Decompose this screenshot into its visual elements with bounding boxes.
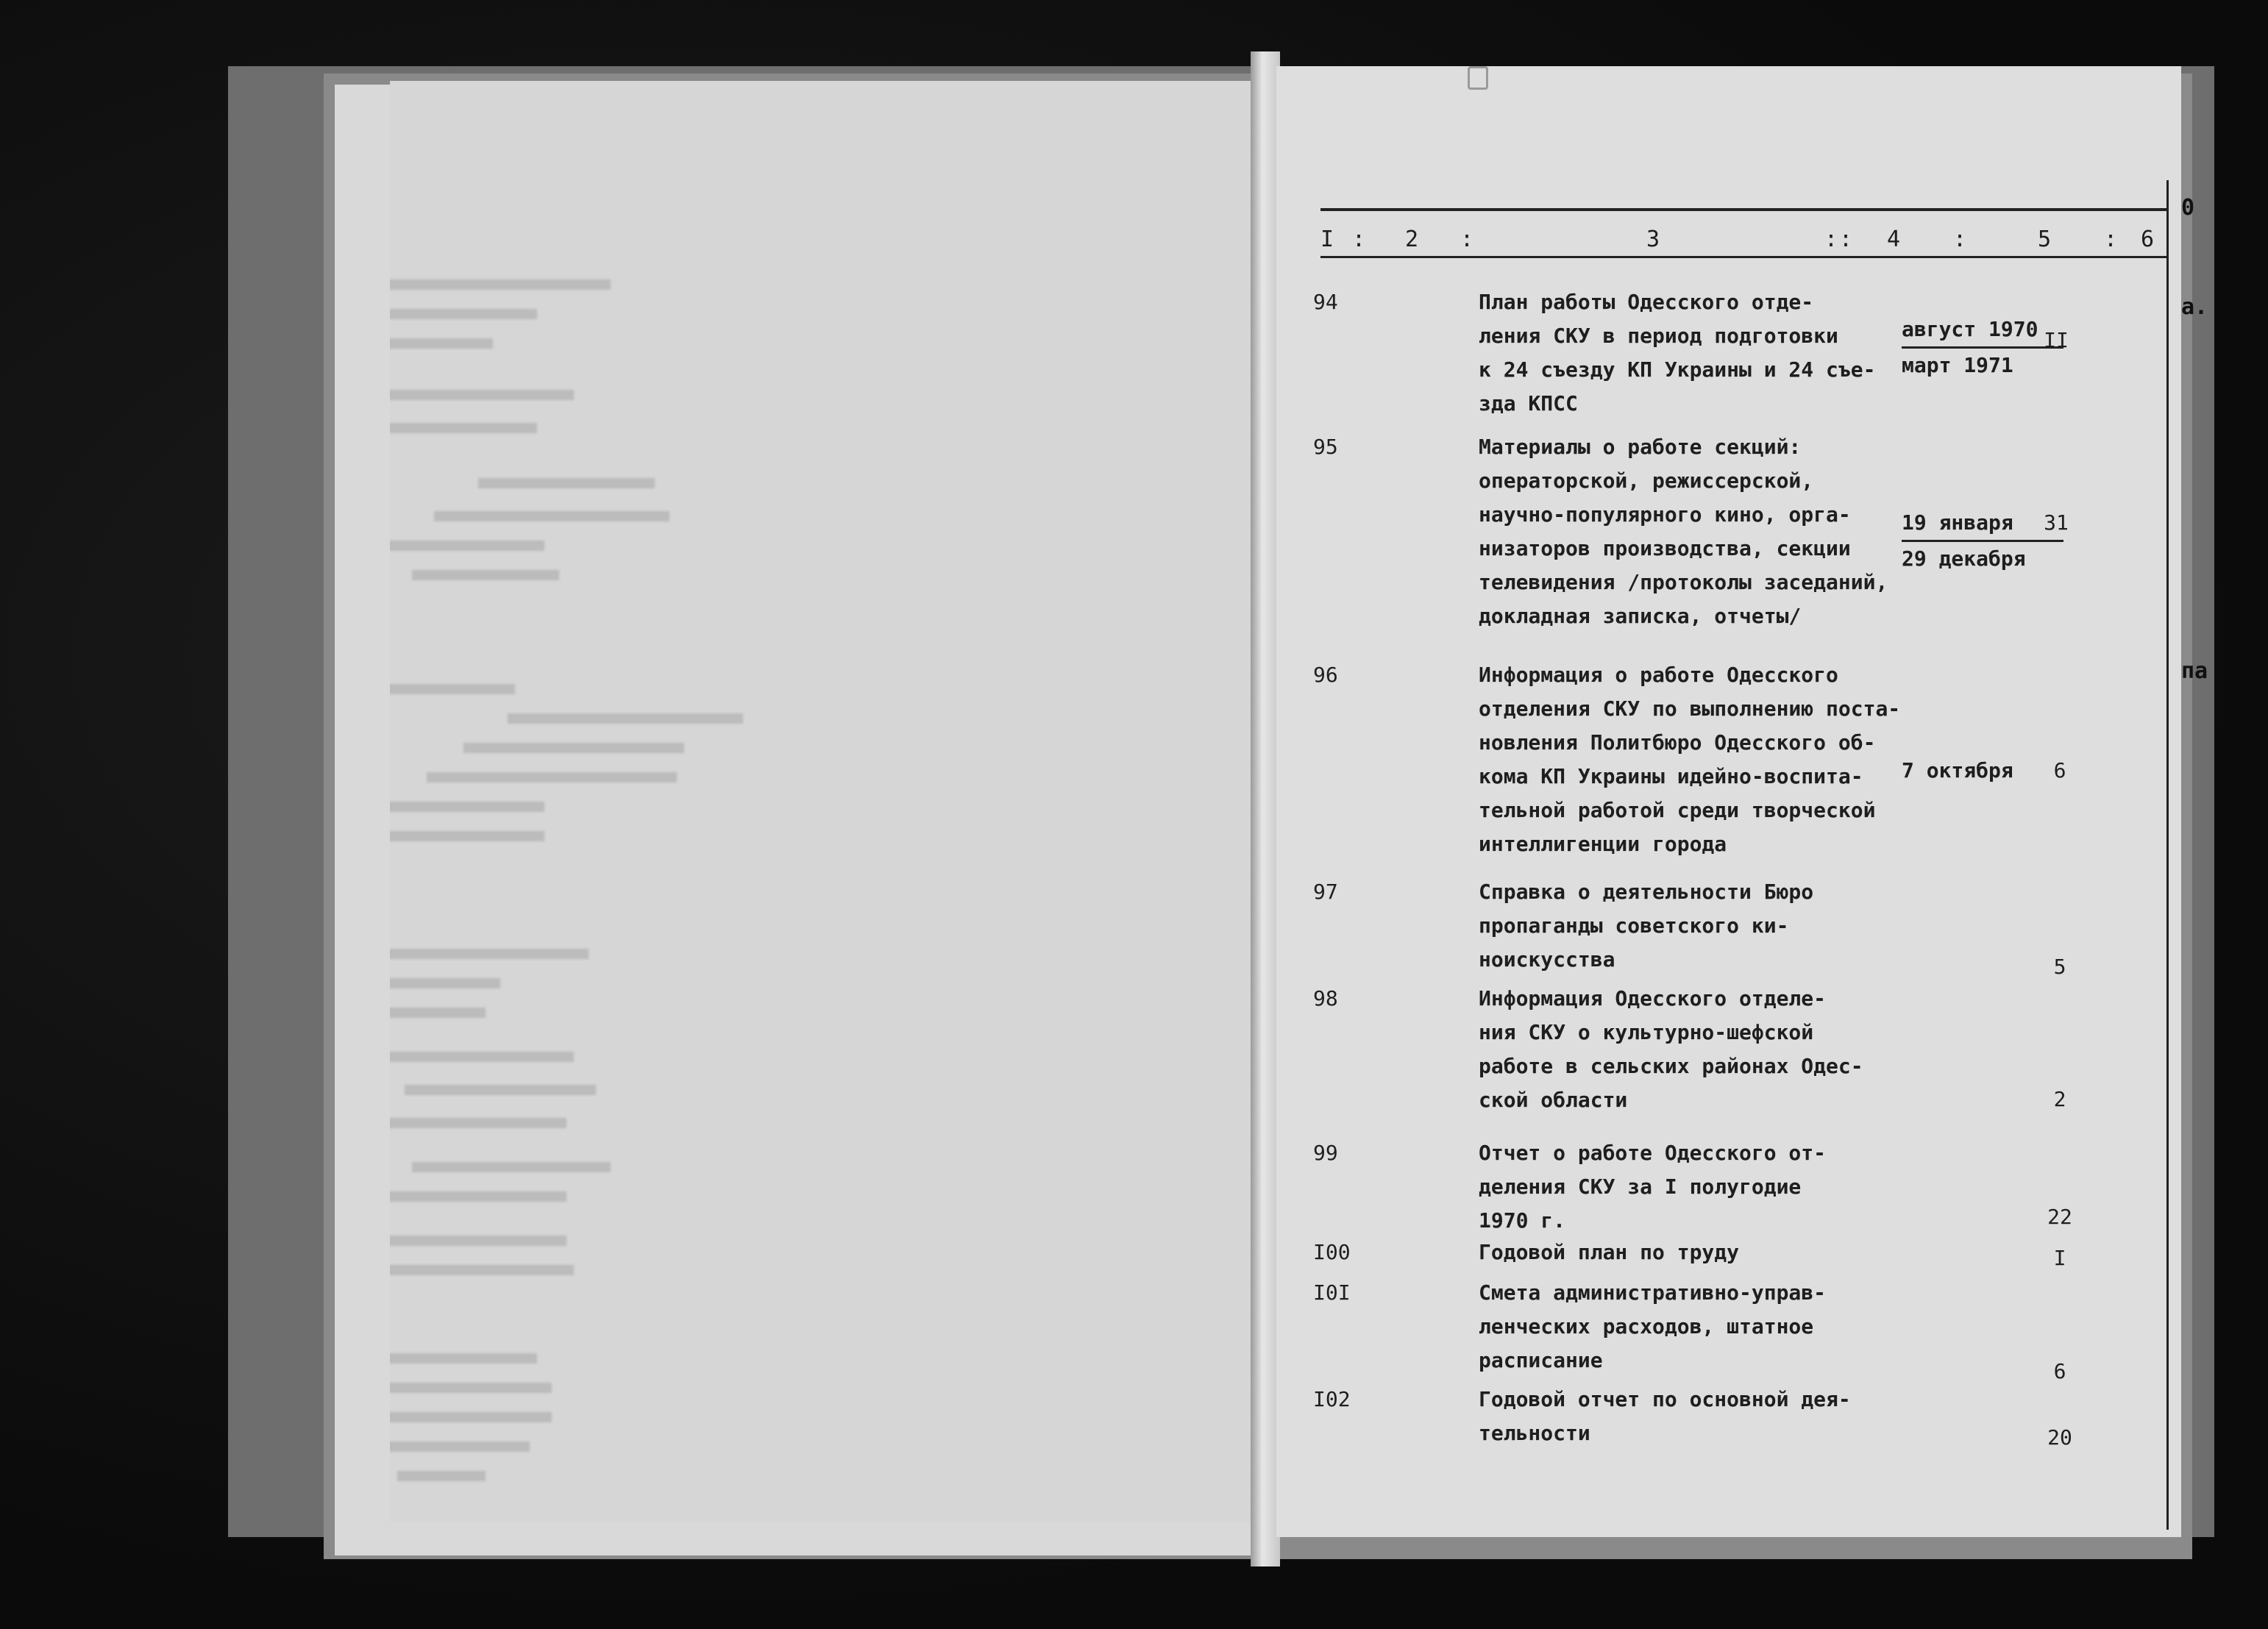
title-line: операторской, режиссерской, <box>1479 468 1814 493</box>
bleed-line <box>390 309 537 319</box>
bleed-line <box>390 1412 552 1422</box>
title-line: ской области <box>1479 1088 1628 1112</box>
bleed-line <box>390 1265 574 1275</box>
bleed-line <box>434 511 669 521</box>
bleed-line <box>390 1383 552 1393</box>
item-sheet-count: 20 <box>2047 1425 2072 1450</box>
header-col-6: 6 <box>2141 227 2156 252</box>
bleed-line <box>390 390 574 400</box>
item-title <box>1479 1276 1905 1377</box>
bleed-line <box>390 831 544 841</box>
item-title <box>1479 982 1905 1117</box>
bleed-through-text <box>390 81 1251 1522</box>
title-line: ленческих расходов, штатное <box>1479 1314 1814 1339</box>
title-line: Информация о работе Одесского <box>1479 663 1838 687</box>
item-sheet-count: 5 <box>2053 955 2066 979</box>
item-number: 98 <box>1313 986 1338 1010</box>
edge-mark: па <box>2181 658 2208 684</box>
title-line: пропаганды советского ки- <box>1479 913 1789 938</box>
title-line: тельности <box>1479 1421 1590 1445</box>
bleed-line <box>390 338 493 349</box>
title-line: зда КПСС <box>1479 391 1578 416</box>
title-line: докладная записка, отчеты/ <box>1479 604 1802 628</box>
bleed-line <box>390 1052 574 1062</box>
title-line: телевидения /протоколы заседаний, <box>1479 570 1888 594</box>
item-sheet-count: II <box>2044 328 2069 352</box>
bleed-line <box>390 541 544 551</box>
header-col-1: I <box>1320 227 1336 252</box>
title-line: интеллигенции города <box>1479 832 1727 856</box>
header-col-5: 5 <box>2038 227 2053 252</box>
title-line: ния СКУ о культурно-шефской <box>1479 1020 1814 1044</box>
bleed-line <box>390 1191 566 1202</box>
bleed-line <box>390 423 537 433</box>
header-col-2: 2 <box>1405 227 1421 252</box>
title-line: Справка о деятельности Бюро <box>1479 880 1814 904</box>
title-line: Годовой отчет по основной дея- <box>1479 1387 1851 1411</box>
item-number: 94 <box>1313 290 1338 314</box>
item-title <box>1479 285 1905 421</box>
page-clip-mark <box>1468 66 1488 90</box>
item-sheet-count: 22 <box>2047 1205 2072 1229</box>
header-sep: : <box>1460 227 1476 252</box>
title-line: Информация Одесского отделе- <box>1479 986 1827 1010</box>
bleed-line <box>508 713 743 724</box>
title-line: кома КП Украины идейно-воспита- <box>1479 764 1863 788</box>
title-line: деления СКУ за I полугодие <box>1479 1174 1802 1199</box>
bleed-line <box>463 743 684 753</box>
bleed-line <box>390 802 544 812</box>
bleed-line <box>390 1118 566 1128</box>
title-line: 1970 г. <box>1479 1208 1566 1233</box>
title-line: отделения СКУ по выполнению поста- <box>1479 696 1901 721</box>
header-sep: : <box>1352 227 1368 252</box>
item-title <box>1479 658 1905 861</box>
item-title <box>1479 1236 1905 1269</box>
edge-mark: 0 <box>2181 195 2195 221</box>
title-line: работе в сельских районах Одес- <box>1479 1054 1863 1078</box>
item-number: 99 <box>1313 1141 1338 1165</box>
date-line: март 1971 <box>1902 353 2013 377</box>
item-title <box>1479 1136 1905 1238</box>
item-sheet-count: 6 <box>2053 758 2066 783</box>
bleed-line <box>390 978 500 988</box>
header-col-3: 3 <box>1646 227 1662 252</box>
title-line: ноискусства <box>1479 947 1615 972</box>
title-line: к 24 съезду КП Украины и 24 съе- <box>1479 357 1876 382</box>
bleed-line <box>412 1162 611 1172</box>
item-number: 95 <box>1313 435 1338 459</box>
bleed-line <box>390 949 589 959</box>
title-line: расписание <box>1479 1348 1603 1372</box>
bleed-line <box>397 1471 486 1481</box>
item-sheet-count: 2 <box>2053 1087 2066 1111</box>
date-line: 19 января <box>1902 506 2063 542</box>
date-line: август 1970 <box>1902 313 2063 349</box>
table-top-rule <box>1320 208 2166 211</box>
title-line: Смета административно-управ- <box>1479 1280 1827 1305</box>
bleed-line <box>390 1441 530 1452</box>
item-number: I02 <box>1313 1387 1351 1411</box>
title-line: План работы Одесского отде- <box>1479 290 1814 314</box>
title-line: новления Политбюро Одесского об- <box>1479 730 1876 755</box>
bleed-line <box>390 1008 486 1018</box>
date-line: 7 октября <box>1902 758 2013 783</box>
edge-mark: а. <box>2181 294 2208 320</box>
title-line: ления СКУ в период подготовки <box>1479 324 1838 348</box>
item-number: I0I <box>1313 1280 1351 1305</box>
bleed-line <box>390 684 515 694</box>
bleed-line <box>478 478 655 488</box>
item-number: 96 <box>1313 663 1338 687</box>
bleed-line <box>390 1236 566 1246</box>
bleed-line <box>412 570 559 580</box>
item-number: I00 <box>1313 1240 1351 1264</box>
title-line: Материалы о работе секций: <box>1479 435 1802 459</box>
title-line: научно-популярного кино, орга- <box>1479 502 1851 527</box>
item-sheet-count: 6 <box>2053 1359 2066 1383</box>
title-line: тельной работой среди творческой <box>1479 798 1876 822</box>
bleed-line <box>427 772 677 783</box>
item-title <box>1479 430 1905 633</box>
header-sep: : <box>2104 227 2119 252</box>
item-sheet-count: I <box>2053 1246 2066 1270</box>
header-sep: : <box>1953 227 1969 252</box>
bleed-line <box>405 1085 596 1095</box>
book-gutter <box>1251 51 1280 1566</box>
right-table-border <box>2166 180 2169 1530</box>
bleed-line <box>390 279 611 290</box>
left-page <box>390 81 1251 1522</box>
item-number: 97 <box>1313 880 1338 904</box>
title-line: низаторов производства, секции <box>1479 536 1851 560</box>
title-line: Отчет о работе Одесского от- <box>1479 1141 1827 1165</box>
title-line: Годовой план по труду <box>1479 1240 1740 1264</box>
header-col-4: 4 <box>1887 227 1902 252</box>
item-title <box>1479 1383 1905 1450</box>
item-sheet-count: 31 <box>2044 510 2069 535</box>
header-sep: :: <box>1824 227 1855 252</box>
item-title <box>1479 875 1905 977</box>
bleed-line <box>390 1353 537 1364</box>
header-bottom-rule <box>1320 256 2166 258</box>
date-line: 29 декабря <box>1902 546 2026 571</box>
